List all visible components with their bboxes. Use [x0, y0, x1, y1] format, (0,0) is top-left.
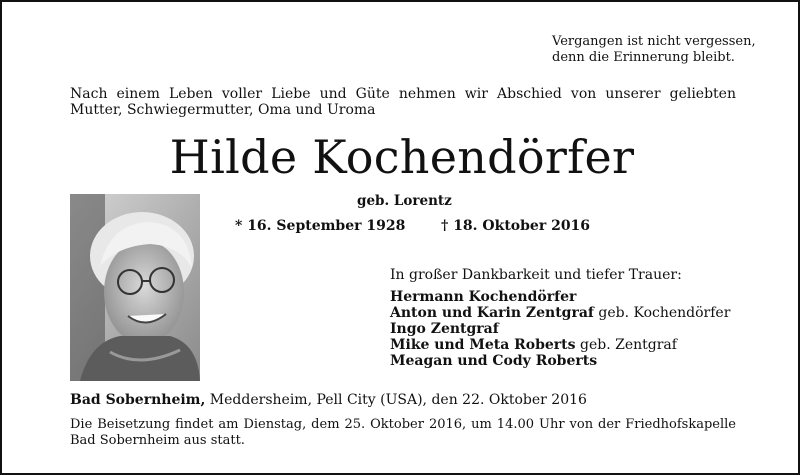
- mourner-name: Mike und Meta Roberts: [390, 337, 576, 353]
- mourner-suffix: geb. Zentgraf: [575, 337, 677, 353]
- mourner-row: [390, 305, 730, 321]
- place-rest: Meddersheim, Pell City (USA), den 22. Oktober 2016: [205, 392, 587, 408]
- mourner-row: [390, 337, 730, 353]
- place-and-date: [70, 392, 587, 408]
- mourning-intro: In großer Dankbarkeit und tiefer Trauer:: [390, 267, 682, 283]
- mourner-row: [390, 321, 730, 337]
- mourner-name: Hermann Kochendörfer: [390, 289, 577, 305]
- place-main: Bad Sobernheim,: [70, 392, 206, 408]
- mourner-row: [390, 289, 730, 305]
- portrait-photo: [70, 194, 200, 381]
- mourner-name: Meagan und Cody Roberts: [390, 353, 598, 369]
- deceased-name: Hilde Kochendörfer: [169, 130, 635, 184]
- mourner-suffix: geb. Kochendörfer: [593, 305, 731, 321]
- maiden-name: geb. Lorentz: [357, 193, 452, 209]
- portrait-icon: [70, 194, 200, 381]
- intro-text: Nach einem Leben voller Liebe und Güte nehmen wir Abschied von unserer geliebten Mutter, Schwiegermutter, Oma und Uroma: [70, 86, 736, 118]
- mourner-name: Ingo Zentgraf: [390, 321, 499, 337]
- birth-date: * 16. September 1928: [235, 218, 406, 234]
- mourner-name: Anton und Karin Zentgraf: [390, 305, 594, 321]
- motto-line-1: Vergangen ist nicht vergessen,: [552, 34, 756, 49]
- motto-line-2: denn die Erinnerung bleibt.: [552, 50, 735, 65]
- death-date: † 18. Oktober 2016: [441, 218, 591, 234]
- memorial-motto: [552, 34, 756, 66]
- mourners-list: [390, 289, 730, 369]
- funeral-notice: Die Beisetzung findet am Dienstag, dem 25. Oktober 2016, um 14.00 Uhr von der Friedhofskapelle Bad Sobernheim aus statt.: [70, 417, 736, 448]
- mourner-row: [390, 353, 730, 369]
